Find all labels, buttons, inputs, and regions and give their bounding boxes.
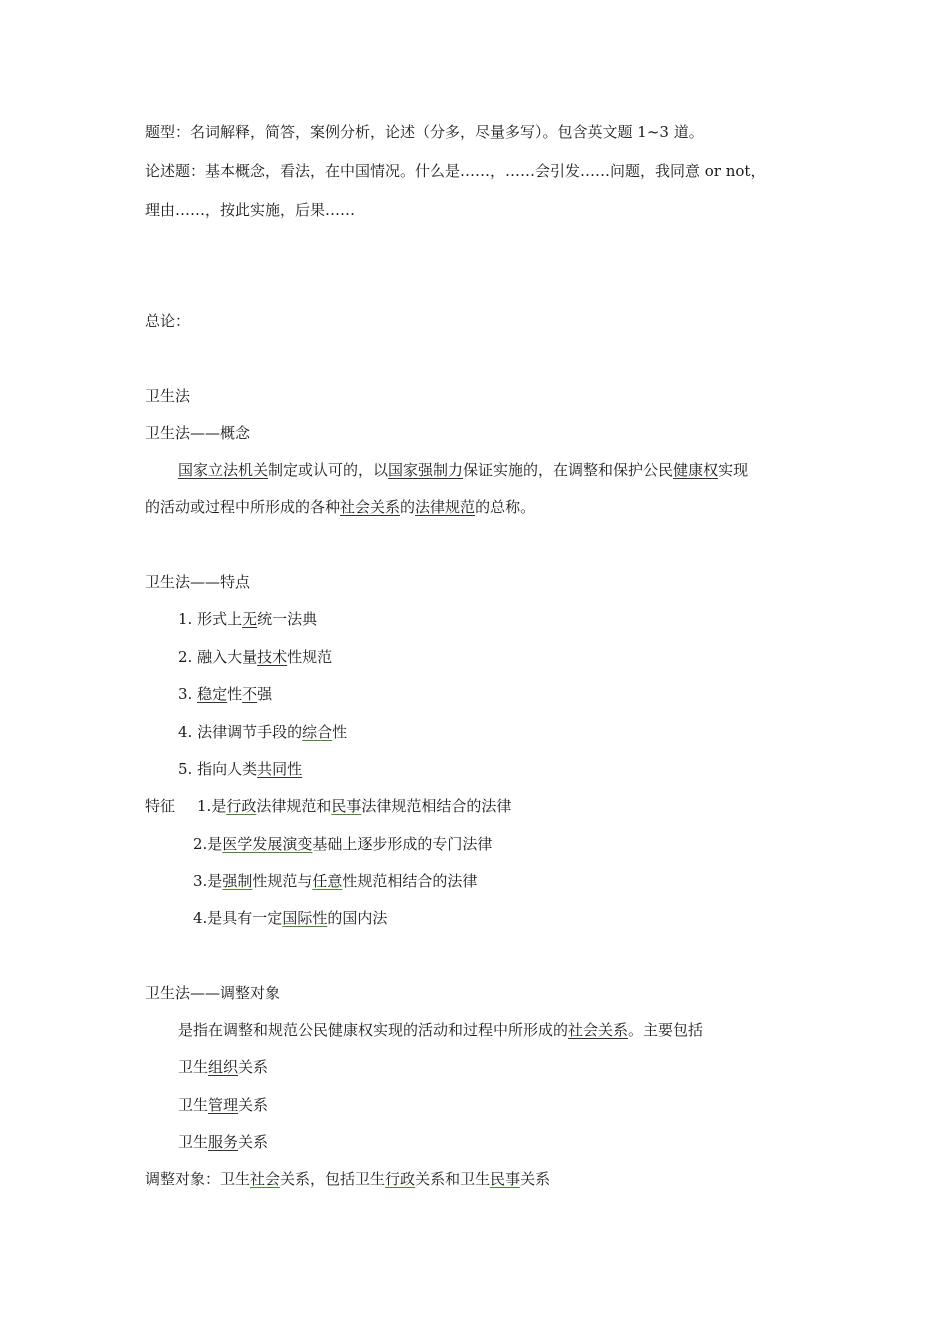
- feature-item-2: 2. 融入大量技术性规范: [178, 648, 333, 666]
- relation-item-management: 卫生管理关系: [178, 1096, 269, 1114]
- relation-item-organization: 卫生组织关系: [178, 1058, 269, 1076]
- trait-item-4: 4.是具有一定国际性的国内法: [193, 909, 388, 927]
- features-heading: 卫生法——特点: [145, 573, 251, 591]
- definition-line-2: 的活动或过程中所形成的各种社会关系的法律规范的总称。: [145, 498, 536, 516]
- feature-item-5: 5. 指向人类共同性: [178, 760, 303, 778]
- intro-line-3: 理由……，按此实施，后果……: [145, 201, 356, 219]
- intro-line-1: 题型：名词解释，简答，案例分析，论述（分多，尽量多写）。包含英文题 1~3 道。: [145, 123, 704, 141]
- feature-item-4: 4. 法律调节手段的综合性: [178, 723, 348, 741]
- traits-label: 特征: [145, 797, 176, 815]
- relation-item-service: 卫生服务关系: [178, 1133, 269, 1151]
- trait-item-3: 3.是强制性规范与任意性规范相结合的法律: [193, 872, 478, 890]
- objects-description: 是指在调整和规范公民健康权实现的活动和过程中所形成的社会关系。主要包括: [178, 1021, 704, 1039]
- definition-line-1: 国家立法机关制定或认可的，以国家强制力保证实施的，在调整和保护公民健康权实现: [178, 461, 749, 479]
- trait-item-2: 2.是医学发展演变基础上逐步形成的专门法律: [193, 835, 493, 853]
- trait-item-1: 特征 1.是行政法律规范和民事法律规范相结合的法律: [145, 797, 512, 815]
- feature-item-3: 3. 稳定性不强: [178, 685, 273, 703]
- intro-line-2: 论述题：基本概念，看法，在中国情况。什么是……，……会引发……问题，我同意 or not，: [145, 162, 766, 180]
- section-title: 卫生法: [145, 387, 191, 405]
- concept-heading: 卫生法——概念: [145, 424, 251, 442]
- objects-summary: 调整对象：卫生社会关系，包括卫生行政关系和卫生民事关系: [145, 1170, 551, 1188]
- overview-heading: 总论：: [145, 312, 191, 330]
- objects-heading: 卫生法——调整对象: [145, 984, 281, 1002]
- feature-item-1: 1. 形式上无统一法典: [178, 610, 318, 628]
